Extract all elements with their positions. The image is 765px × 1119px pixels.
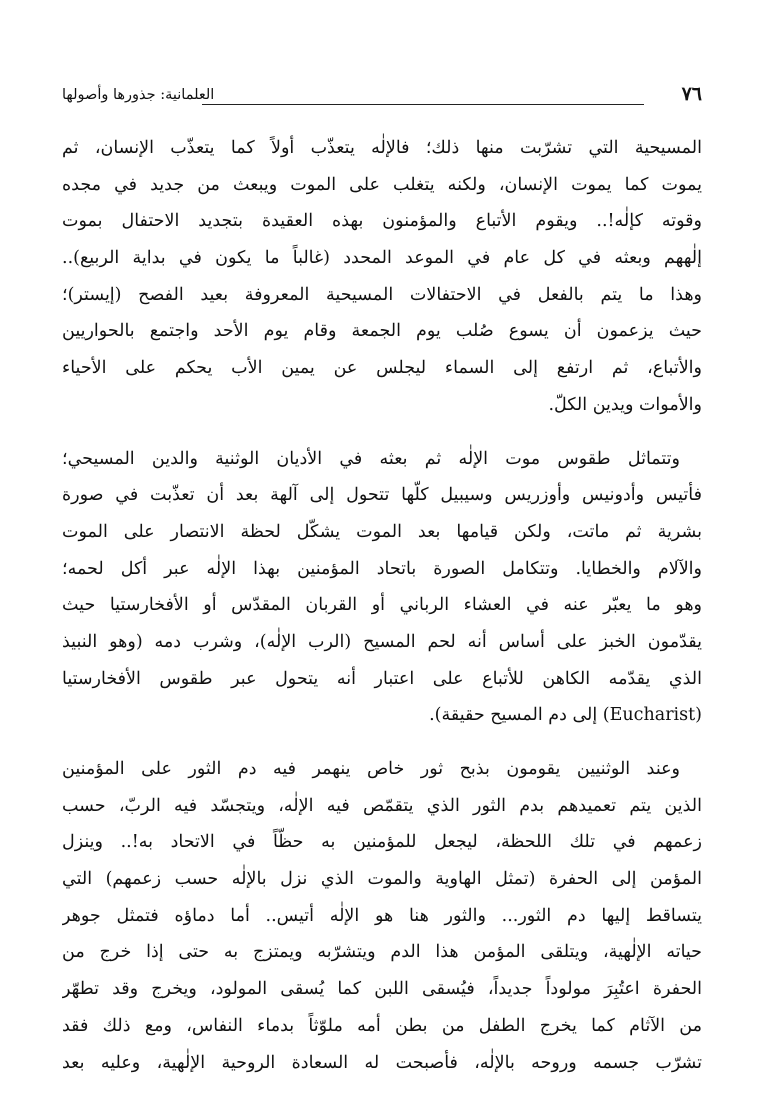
running-title: العلمانية: جذورها وأصولها <box>62 87 215 103</box>
body-text <box>62 130 702 1081</box>
text-line: يموت كما يموت الإنسان، ولكنه يتغلب على الموت ويبعث من جديد في مجده <box>62 174 702 195</box>
text-line: الذي يقدّمه الكاهن للأتباع على اعتبار أنه يتحول عبر طقوس الأفخارستيا <box>62 668 702 689</box>
text-line: (Eucharist) إلى دم المسيح حقيقة). <box>429 705 702 726</box>
text-line: المسيحية التي تشرّبت منها ذلك؛ فالإلٰه يتعذّب أولاً كما يتعذّب الإنسان، ثم <box>62 138 702 158</box>
text-line: الحفرة اعتُبِرَ مولوداً جديداً، فيُسقى اللبن كما يُسقى المولود، ويخرج وقد تطهّر <box>62 979 702 1000</box>
text-line: وتتماثل طقوس موت الإلٰه ثم بعثه في الأديان الوثنية والدين المسيحي؛ <box>62 448 680 469</box>
text-line: تشرّب جسمه وروحه بالإلٰه، فأصبحت له السعادة الروحية الإلٰهية، وعليه بعد <box>62 1052 702 1073</box>
text-line: يتساقط إليها دم الثور... والثور هنا هو الإلٰه أتيس.. أما دماؤه فتمثل جوهر <box>62 905 702 926</box>
text-line: وعند الوثنيين يقومون بذبح ثور خاص ينهمر فيه دم الثور على المؤمنين <box>62 759 680 779</box>
text-line: الذين يتم تعميدهم بدم الثور الذي يتقمّص فيه الإلٰه، ويتجسّد فيه الربّ، حسب <box>62 795 702 816</box>
text-line: يقدّمون الخبز على أساس أنه لحم المسيح (الرب الإلٰه)، وشرب دمه (وهو النبيذ <box>62 631 702 652</box>
text-line: إلٰههم وبعثه في كل عام في الموعد المحدد (غالباً ما يكون في بداية الربيع).. <box>62 248 702 269</box>
text-line: والأموات ويدين الكلّ. <box>548 394 702 415</box>
text-line: حيث يزعمون أن يسوع صُلب يوم الجمعة وقام يوم الأحد واجتمع بالحواريين <box>62 321 702 342</box>
page-header <box>62 82 702 112</box>
paragraph <box>62 751 702 1081</box>
text-line: من الآثام كما يخرج الطفل من بطن أمه ملوّثاً بدماء النفاس، ومع ذلك فقد <box>62 1015 702 1036</box>
text-line: فأتيس وأدونيس وأوزريس وسيبيل كلّها تتحول إلى آلهة بعد أن تعذّبت في صورة <box>62 485 702 506</box>
text-line: زعمهم في تلك اللحظة، ليجعل للمؤمنين به حظّاً في الاتحاد به!.. وينزل <box>62 832 702 853</box>
text-line: حياته الإلٰهية، ويتلقى المؤمن هذا الدم ويتشرّبه ويمتزج به حتى إذا خرج من <box>62 942 702 963</box>
header-rule <box>202 104 644 105</box>
page-number: ٧٦ <box>681 83 702 105</box>
text-line: المؤمن إلى الحفرة (تمثل الهاوية والموت الذي نزل بالإلٰه حسب زعمهم) التي <box>62 869 702 890</box>
paragraph <box>62 130 702 424</box>
text-line: وهو ما يعبّر عنه في العشاء الرباني أو القربان المقدّس أو الأفخارستيا حيث <box>62 595 702 616</box>
text-line: بشرية ثم ماتت، ولكن قيامها بعد الموت يشكّل لحظة الانتصار على الموت <box>62 521 702 542</box>
text-line: والآلام والخطايا. وتتكامل الصورة باتحاد المؤمنين بهذا الإلٰه عبر أكل لحمه؛ <box>62 558 702 579</box>
text-line: والأتباع، ثم ارتفع إلى السماء ليجلس عن يمين الأب يحكم على الأحياء <box>62 358 702 379</box>
paragraph <box>62 441 702 735</box>
text-line: وهذا ما يتم بالفعل في الاحتفالات المسيحية المعروفة بعيد الفصح (إيستر)؛ <box>62 284 702 305</box>
text-line: وقوته كإلٰه!.. ويقوم الأتباع والمؤمنون بهذه العقيدة بتجديد الاحتفال بموت <box>62 211 702 232</box>
